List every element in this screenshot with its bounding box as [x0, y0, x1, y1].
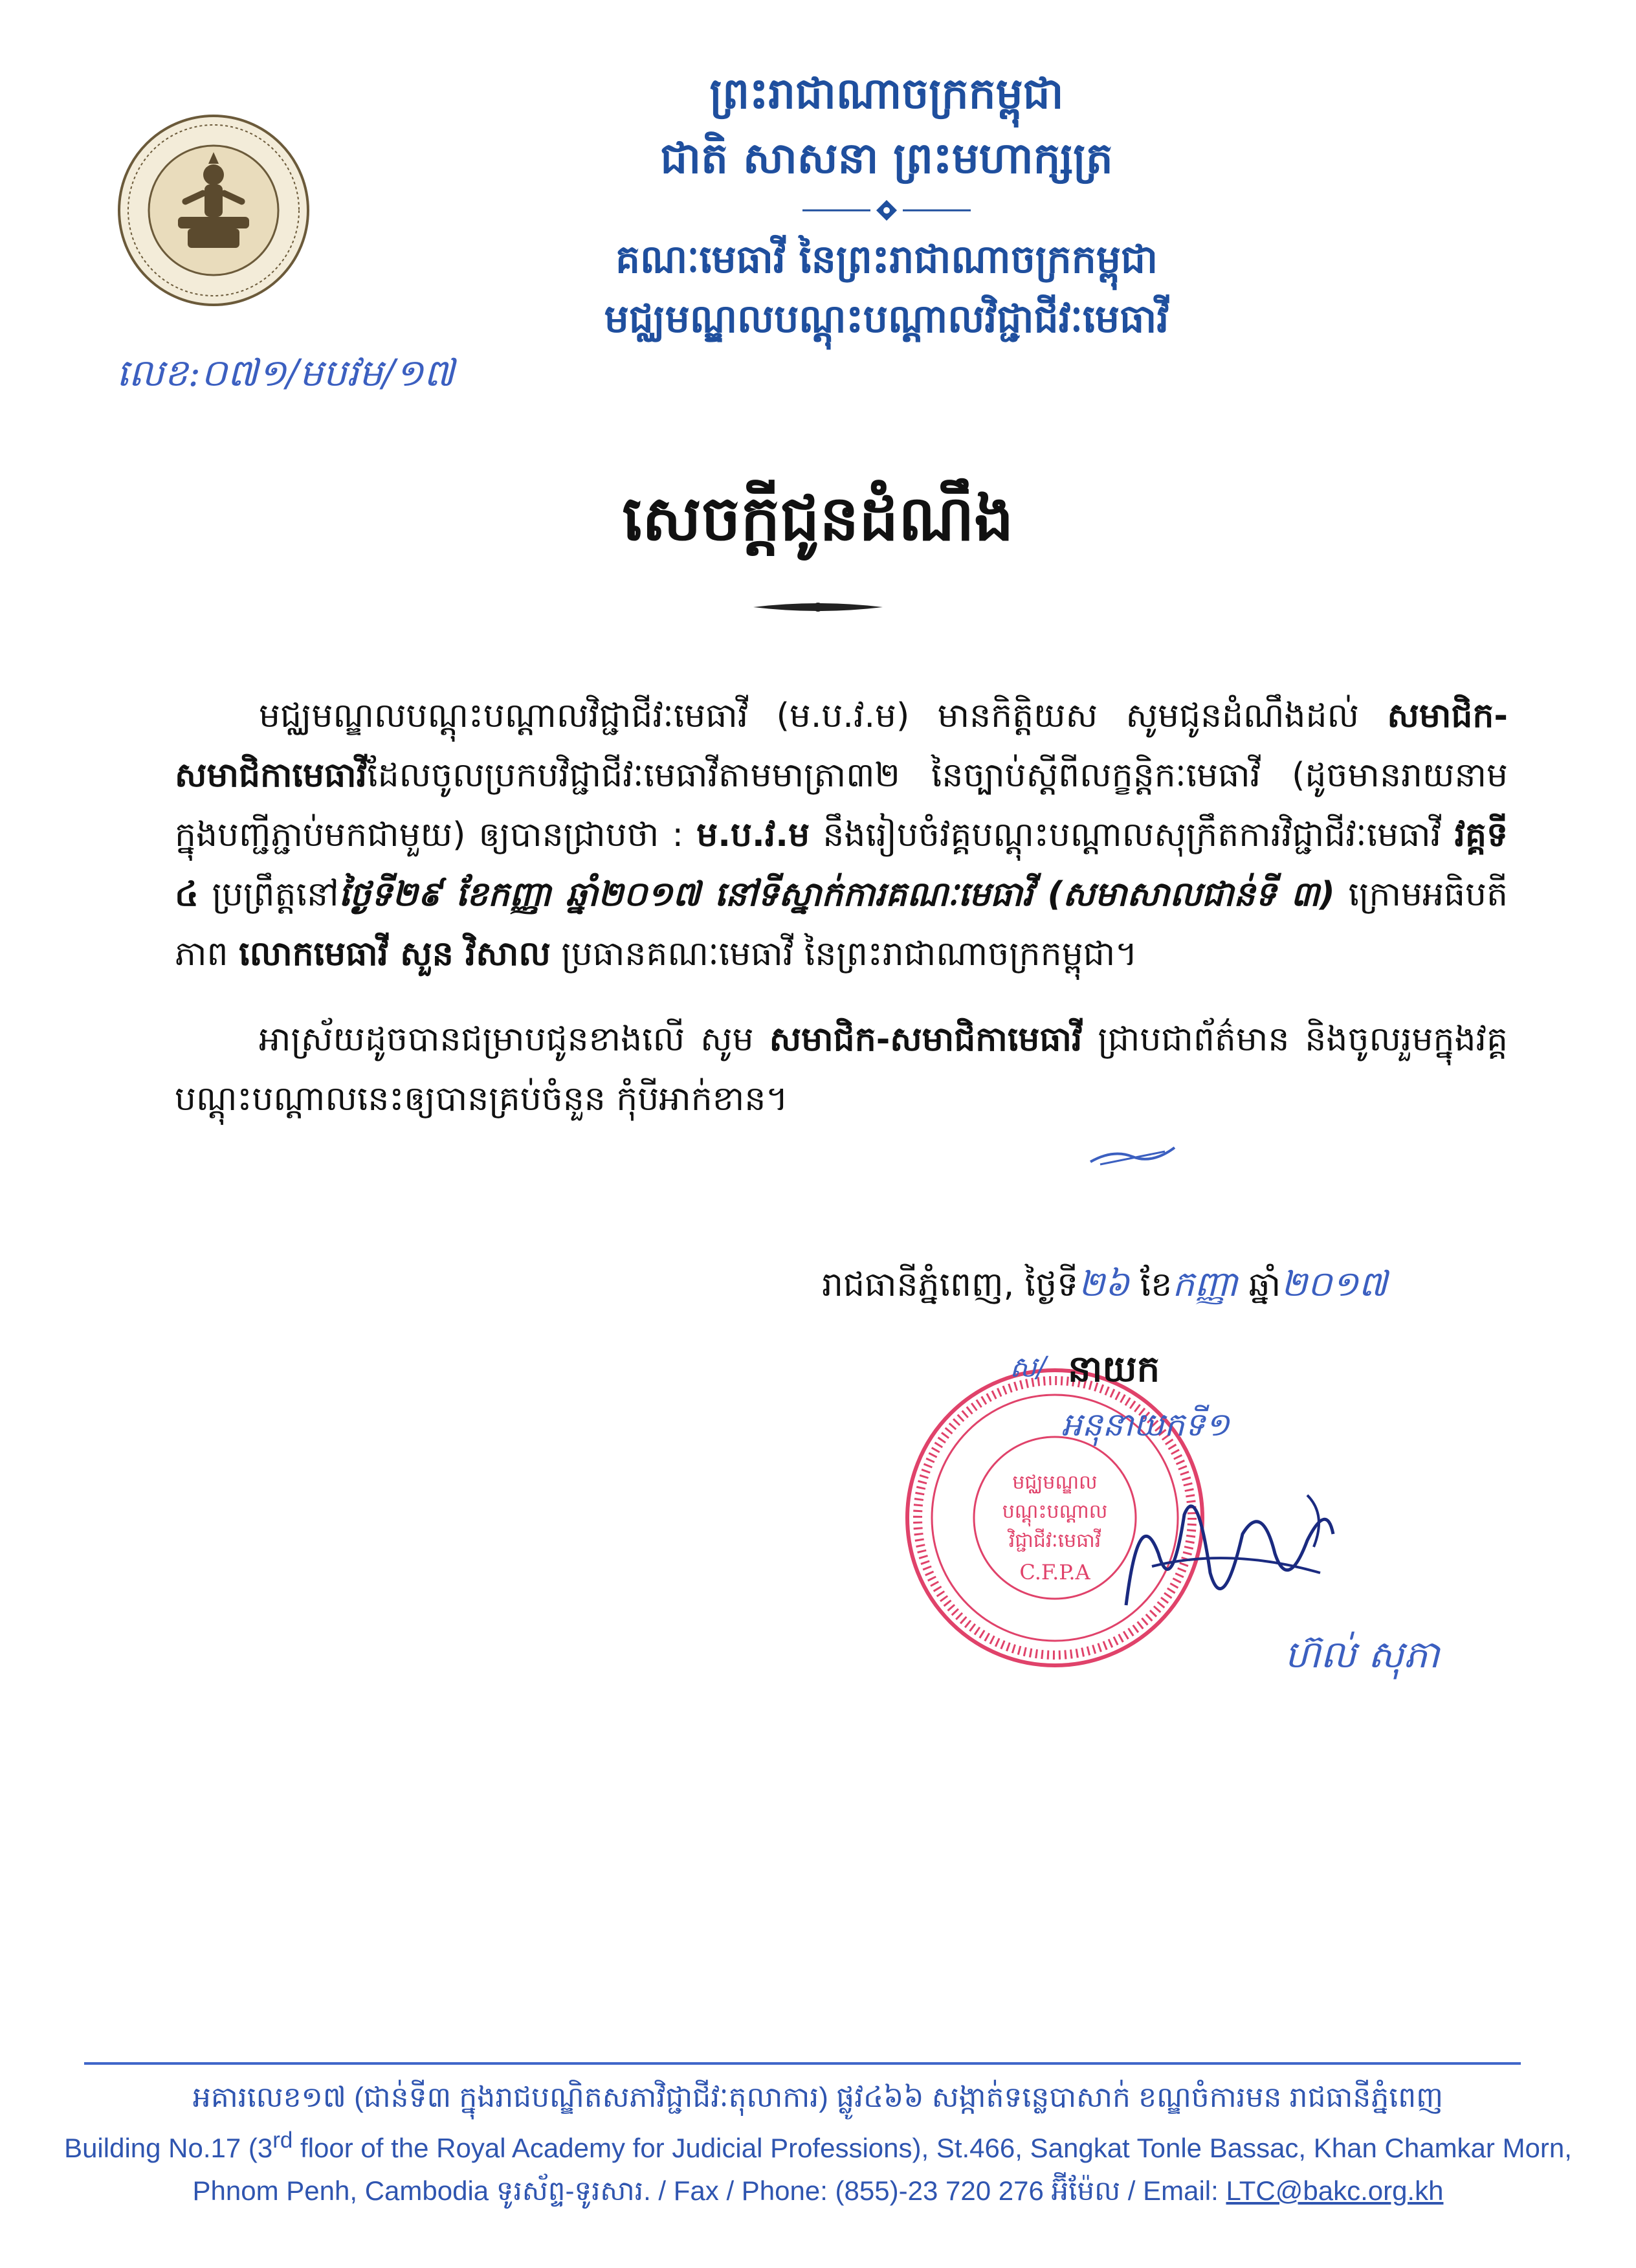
bar-association-seal-icon	[116, 113, 311, 307]
stamp-line-3: វិជ្ជាជីវៈមេធាវី	[1008, 1529, 1101, 1552]
handwritten-deputy-note: អនុនាយកទី១	[1061, 1406, 1230, 1443]
date-month: កញ្ញា	[1172, 1263, 1239, 1304]
addressee-members: សមាជិក-សមាជិកាមេធាវី	[175, 696, 1508, 795]
addressee-members-2: សមាជិក-សមាជិកាមេធាវី	[769, 1020, 1083, 1059]
stamp-line-1: មជ្ឈមណ្ឌល	[1012, 1471, 1098, 1494]
center-abbrev: ម.ប.វ.ម	[696, 816, 810, 854]
pp-mark: ស/	[1010, 1351, 1046, 1384]
reference-number: លេខ:០៧១/មបវម/១៧	[116, 351, 454, 395]
footer-divider	[84, 2062, 1521, 2065]
handwritten-signature	[1113, 1476, 1346, 1631]
handwritten-end-mark-icon	[1087, 1142, 1178, 1168]
date-day: ២៦	[1078, 1263, 1130, 1304]
session-number: វគ្គទី ៤	[175, 816, 1508, 914]
motto-line: ជាតិ សាសនា ព្រះមហាក្សត្រ	[660, 133, 1113, 183]
footer-en-address: Building No.17 (3rd floor of the Royal Academy for Judicial Professions), St.466, Sangkat Tonle Bassac, Khan Chamkar Morn,	[64, 2128, 1572, 2163]
paragraph-2: អាស្រ័យដូចបានជម្រាបជូនខាងលើ សូម សមាជិក-សមាជិកាមេធាវី ជ្រាបជាព័ត៌មាន និងចូលរួមក្នុងវគ្គបណ្ដុះបណ្ដាលនេះឲ្យបានគ្រប់ចំនួន កុំបីអាក់ខាន។	[175, 1020, 1508, 1118]
title-ornament-icon	[753, 594, 883, 620]
center-line: មជ្ឈមណ្ឌលបណ្ដុះបណ្ដាលវិជ្ជាជីវៈមេធាវី	[604, 296, 1169, 342]
letterhead	[401, 61, 1372, 349]
footer-contact: Phnom Penh, Cambodia ទូរស័ព្ទ-ទូរសារ. / Fax / Phone: (855)-23 720 276 អ៊ីម៉ែល / Email: LTC@bakc.org.kh	[192, 2175, 1444, 2206]
footer-address	[0, 2076, 1636, 2212]
date-line: រាជធានីភ្នំពេញ, ថ្ងៃទី២៦ ខែកញ្ញា ឆ្នាំ២០១៧	[822, 1263, 1387, 1304]
signer-title: នាយក	[1068, 1348, 1160, 1390]
footer-kh-address: អគារលេខ១៧ (ជាន់ទី៣ ក្នុងរាជបណ្ឌិតសភាវិជ្ជាជីវៈតុលាការ) ផ្លូវ៤៦៦ សង្កាត់ទន្លេបាសាក់ ខណ្ឌចំការមន រាជធានីភ្នំពេញ	[192, 2082, 1444, 2113]
notice-body	[175, 686, 1508, 1155]
stamp-code: C.F.P.A	[1019, 1560, 1090, 1584]
org-line: គណៈមេធាវី នៃព្រះរាជាណាចក្រកម្ពុជា	[615, 237, 1158, 282]
email-link[interactable]: LTC@bakc.org.kh	[1226, 2175, 1444, 2206]
presiding-person: លោកមេធាវី សួន វិសាល	[239, 935, 551, 973]
kingdom-line: ព្រះរាជាណាចក្រកម្ពុជា	[709, 69, 1064, 118]
event-date-place: ថ្ងៃទី២៩ ខែកញ្ញា ឆ្នាំ២០១៧ នៅទីស្នាក់ការគណៈមេធាវី (សមាសាលជាន់ទី ៣)	[338, 875, 1335, 914]
ornament-divider-icon	[401, 191, 1372, 230]
date-year: ២០១៧	[1281, 1263, 1387, 1304]
paragraph-1: មជ្ឈមណ្ឌលបណ្ដុះបណ្ដាលវិជ្ជាជីវៈមេធាវី (ម.ប.វ.ម) មានកិត្តិយស សូមជូនដំណឹងដល់ សមាជិក-សមាជិកាមេធាវីដែលចូលប្រកបវិជ្ជាជីវៈមេធាវីតាមមាត្រា៣២ នៃច្បាប់ស្តីពីលក្ខន្តិកៈមេធាវី (ដូចមានរាយនាមក្នុងបញ្ជីភ្ជាប់មកជាមួយ) ឲ្យបានជ្រាបថា : ម.ប.វ.ម នឹងរៀបចំវគ្គបណ្ដុះបណ្ដាលសុក្រឹតការវិជ្ជាជីវៈមេធាវី វគ្គទី ៤ ប្រព្រឹត្តនៅថ្ងៃទី២៩ ខែកញ្ញា ឆ្នាំ២០១៧ នៅទីស្នាក់ការគណៈមេធាវី (សមាសាលជាន់ទី ៣) ក្រោមអធិបតីភាព លោកមេធាវី សួន វិសាល ប្រធានគណៈមេធាវី នៃព្រះរាជាណាចក្រកម្ពុជា។	[175, 696, 1508, 973]
signer-name: ហ៊ល់ សុភា	[1285, 1632, 1440, 1676]
stamp-line-2: បណ្ដុះបណ្ដាល	[1002, 1500, 1108, 1523]
document-title: សេចក្តីជូនដំណឹង	[622, 482, 1014, 555]
